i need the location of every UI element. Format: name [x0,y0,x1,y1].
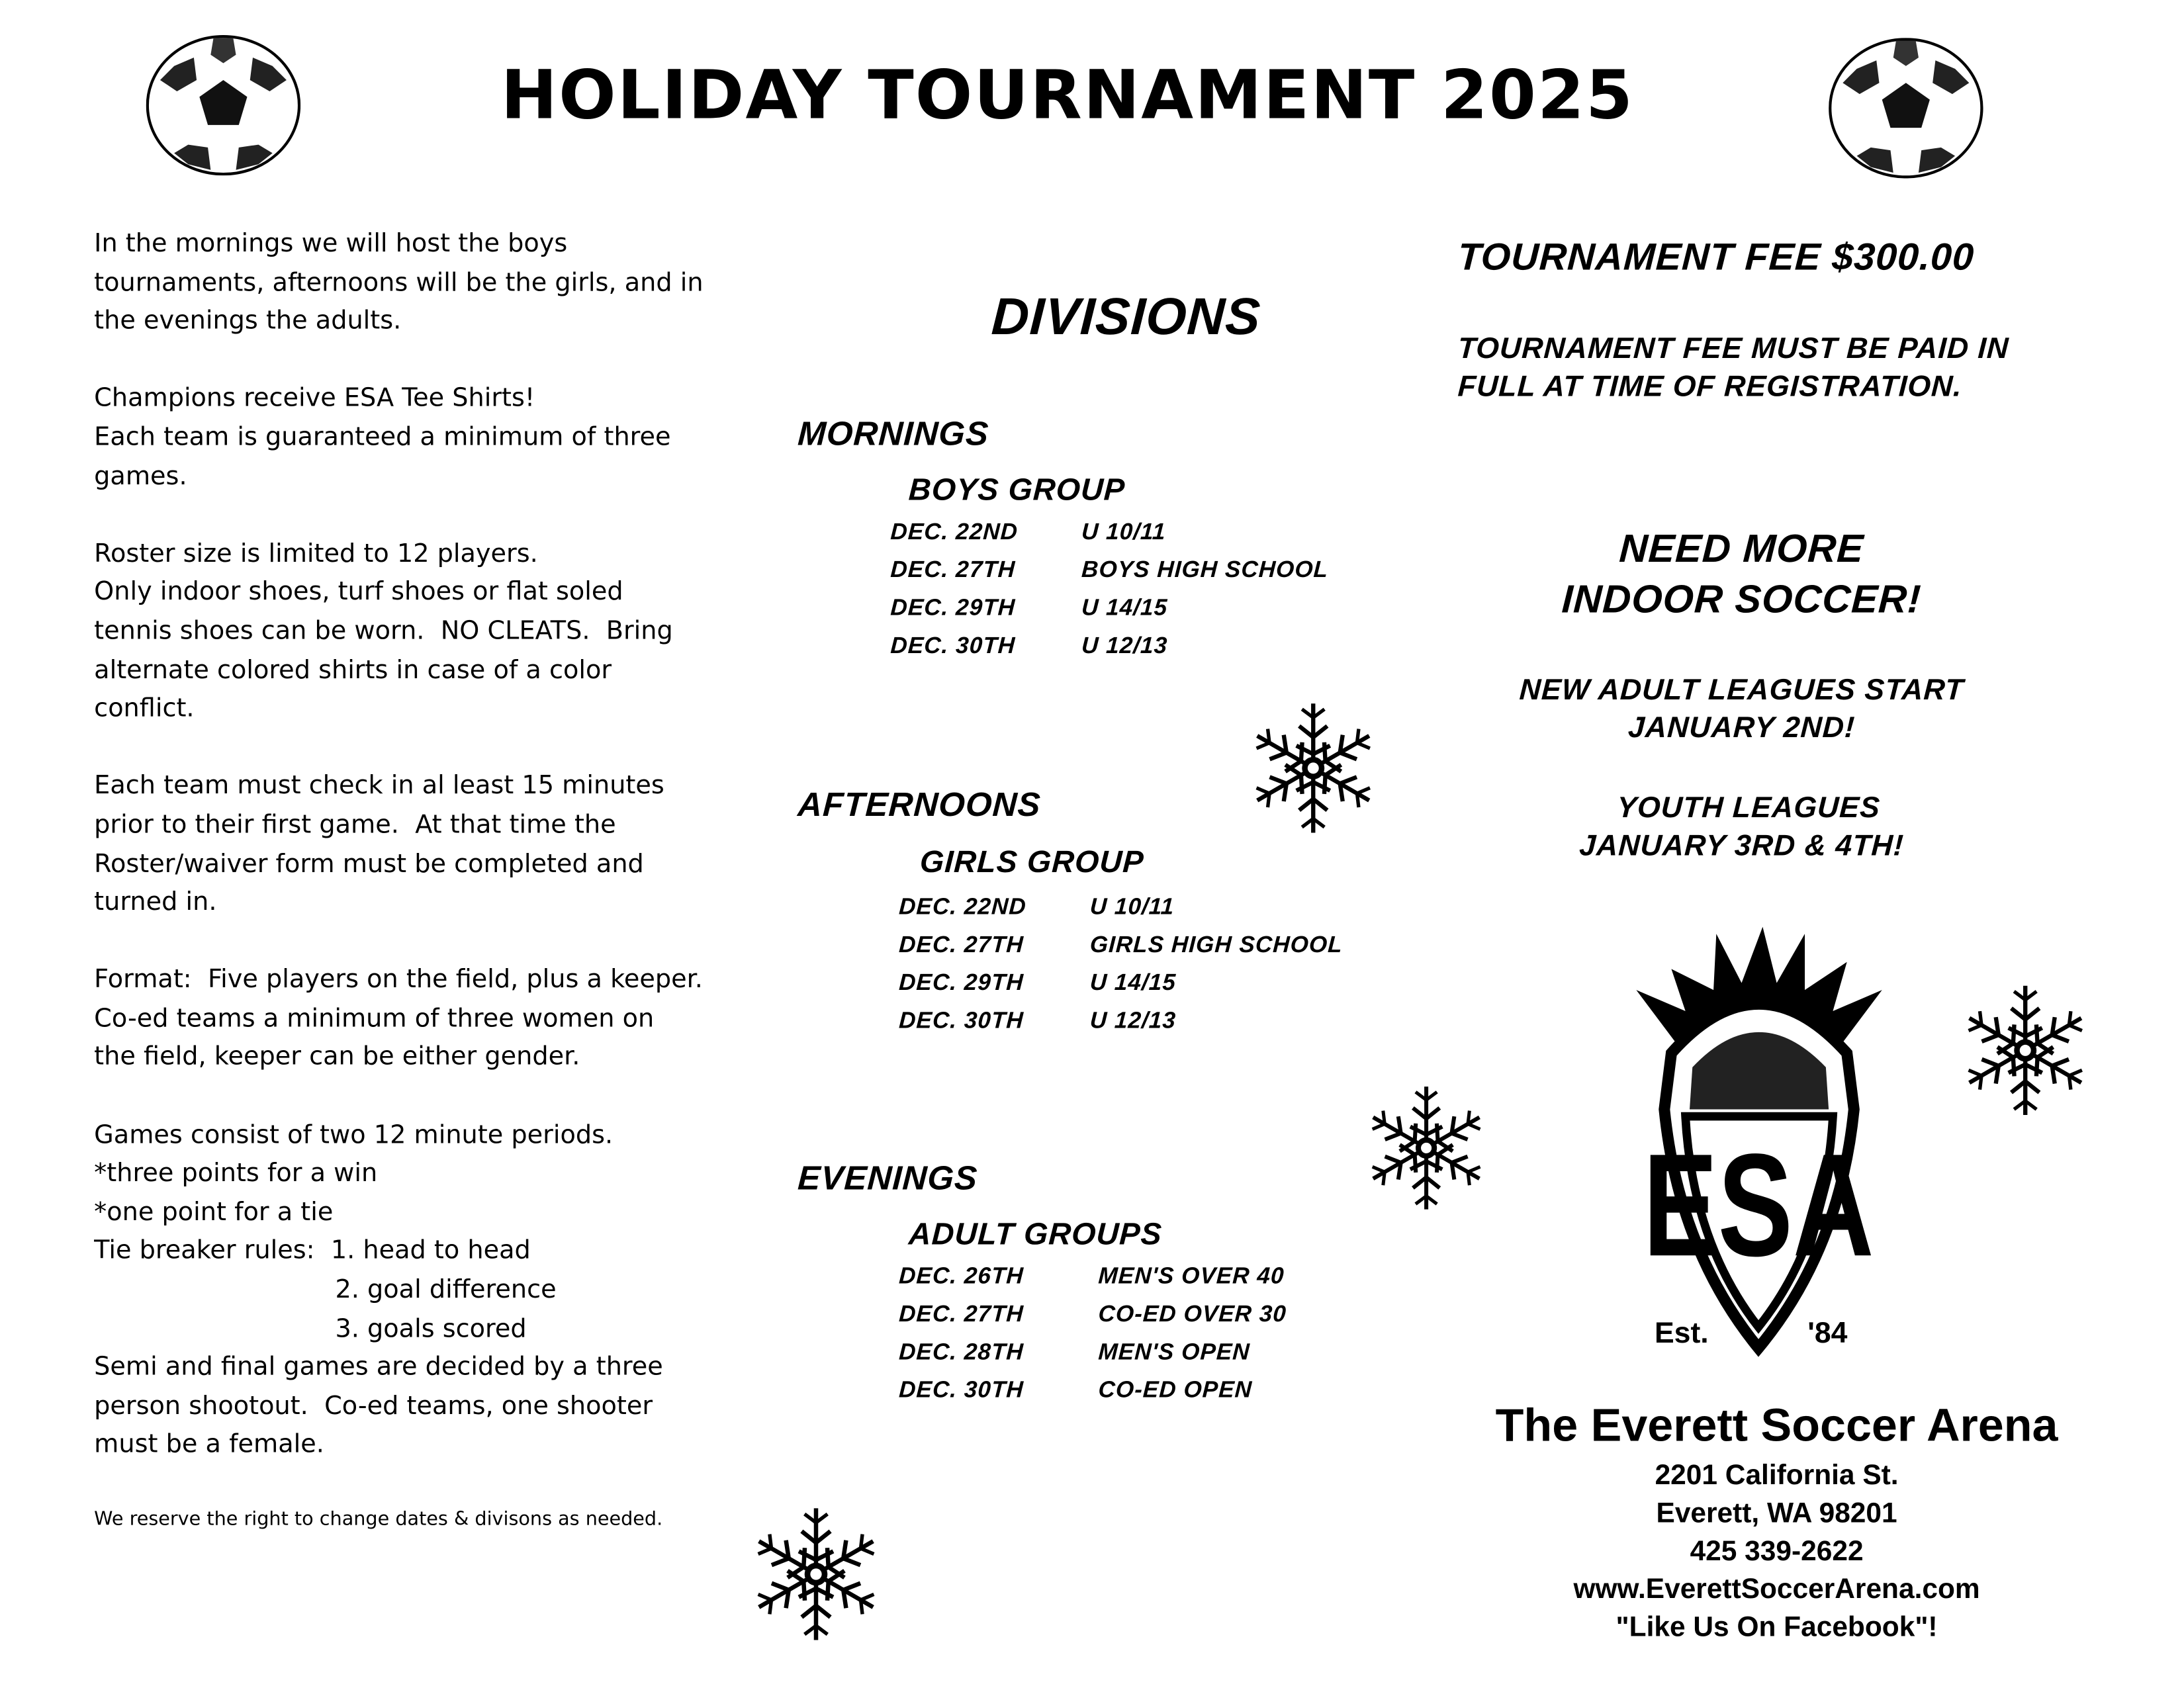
logo-letters: ESA [1643,1123,1874,1287]
info-line: Format: Five players on the field, plus a keeper. [94,965,703,995]
info-line: *three points for a win [94,1159,378,1188]
info-line: must be a female. [94,1430,324,1460]
adult-leagues: NEW ADULT LEAGUES START [1518,674,1965,707]
schedule-date: DEC. 27TH [889,557,1017,583]
info-line: Tie breaker rules: 1. head to head [94,1236,531,1266]
website-link[interactable]: www.EverettSoccerArena.com [1573,1574,1980,1605]
group-heading: ADULT GROUPS [907,1216,1163,1251]
youth-leagues: YOUTH LEAGUES [1616,791,1882,824]
phone-number: 425 339-2622 [1690,1536,1864,1568]
esa-logo [1629,927,1889,1362]
info-line: Co-ed teams a minimum of three women on [94,1004,655,1034]
info-line: tennis shoes can be worn. NO CLEATS. Bring [94,616,673,646]
group-heading: BOYS GROUP [907,472,1126,508]
info-line: Only indoor shoes, turf shoes or flat soled [94,577,623,607]
schedule-date: DEC. 28TH [898,1339,1024,1365]
schedule-division: MEN'S OPEN [1097,1339,1251,1365]
schedule-division: U 10/11 [1089,894,1175,920]
schedule-date: DEC. 27TH [898,1302,1024,1327]
info-line: Roster/waiver form must be completed and [94,848,644,879]
snowflake-icon [1243,698,1383,838]
schedule-division: U 12/13 [1089,1008,1177,1034]
info-line: person shootout. Co-ed teams, one shooter [94,1391,653,1421]
period-heading: EVENINGS [796,1159,979,1198]
schedule-division: CO-ED OVER 30 [1097,1302,1287,1327]
disclaimer: We reserve the right to change dates & divisons as needed. [94,1508,663,1531]
snowflake-icon [1359,1081,1493,1215]
promo-heading: NEED MORE [1618,526,1866,570]
schedule-date: DEC. 29TH [898,970,1024,996]
info-line: In the mornings we will host the boys [94,228,568,259]
info-line: Roster size is limited to 12 players. [94,539,538,568]
snowflake-icon [1955,980,2095,1120]
period-heading: MORNINGS [796,416,990,454]
info-line: Each team must check in al least 15 minutes [94,771,664,801]
fee-note: TOURNAMENT FEE MUST BE PAID IN [1457,332,2010,365]
fee-note: FULL AT TIME OF REGISTRATION. [1457,371,1964,404]
info-line: Each team is guaranteed a minimum of three [94,422,671,453]
schedule-date: DEC. 29TH [889,595,1017,621]
group-heading: GIRLS GROUP [919,844,1146,879]
schedule-division: U 14/15 [1089,970,1177,996]
schedule-division: U 10/11 [1081,519,1167,545]
schedule-date: DEC. 22ND [889,519,1019,545]
info-line: tournaments, afternoons will be the girls, and in [94,267,704,298]
divisions-title: DIVISIONS [990,288,1263,346]
info-line [94,496,703,535]
address-city: Everett, WA 98201 [1656,1498,1897,1530]
info-line [94,1077,703,1116]
youth-leagues-date: JANUARY 3RD & 4TH! [1578,830,1905,863]
snowflake-icon [745,1503,887,1646]
logo-year: '84 [1807,1317,1848,1350]
tournament-info [94,225,703,1465]
info-line: games. [94,461,187,491]
arena-name: The Everett Soccer Arena [1495,1398,2058,1451]
fee-title: TOURNAMENT FEE $300.00 [1457,236,1976,279]
schedule-date: DEC. 30TH [898,1008,1024,1034]
soccer-ball-icon [146,35,300,175]
promo-heading: INDOOR SOCCER! [1561,577,1923,621]
info-line: 3. goals scored [94,1313,527,1344]
info-line: turned in. [94,887,217,917]
info-line: alternate colored shirts in case of a color [94,655,612,685]
info-line: 2. goal difference [94,1275,557,1305]
schedule-division: MEN'S OVER 40 [1097,1263,1285,1290]
schedule-date: DEC. 26TH [898,1263,1024,1290]
info-line: Champions receive ESA Tee Shirts! [94,384,535,414]
info-line [94,922,703,961]
info-line: Games consist of two 12 minute periods. [94,1120,614,1150]
logo-est: Est. [1654,1317,1709,1350]
info-line: the field, keeper can be either gender. [94,1042,580,1073]
info-line [94,729,703,768]
period-heading: AFTERNOONS [796,786,1042,824]
info-line: Semi and final games are decided by a three [94,1353,663,1382]
schedule-date: DEC. 27TH [898,932,1024,958]
schedule-division: U 12/13 [1081,633,1169,659]
info-line [94,341,703,380]
schedule-division: CO-ED OPEN [1097,1377,1253,1403]
schedule-division: BOYS HIGH SCHOOL [1081,557,1330,583]
facebook-note: "Like Us On Facebook"! [1615,1612,1938,1643]
schedule-date: DEC. 22ND [898,894,1027,920]
info-line: the evenings the adults. [94,306,402,336]
info-line: prior to their first game. At that time the [94,810,616,840]
info-line: *one point for a tie [94,1197,334,1227]
schedule-division: GIRLS HIGH SCHOOL [1089,932,1343,958]
schedule-date: DEC. 30TH [889,633,1017,659]
adult-leagues-date: JANUARY 2ND! [1627,711,1856,744]
schedule-division: U 14/15 [1081,595,1169,621]
info-line: conflict. [94,693,195,724]
address-street: 2201 California St. [1655,1460,1899,1491]
soccer-ball-icon [1829,38,1983,178]
schedule-date: DEC. 30TH [898,1377,1024,1403]
page-title: HOLIDAY TOURNAMENT 2025 [500,56,1635,135]
